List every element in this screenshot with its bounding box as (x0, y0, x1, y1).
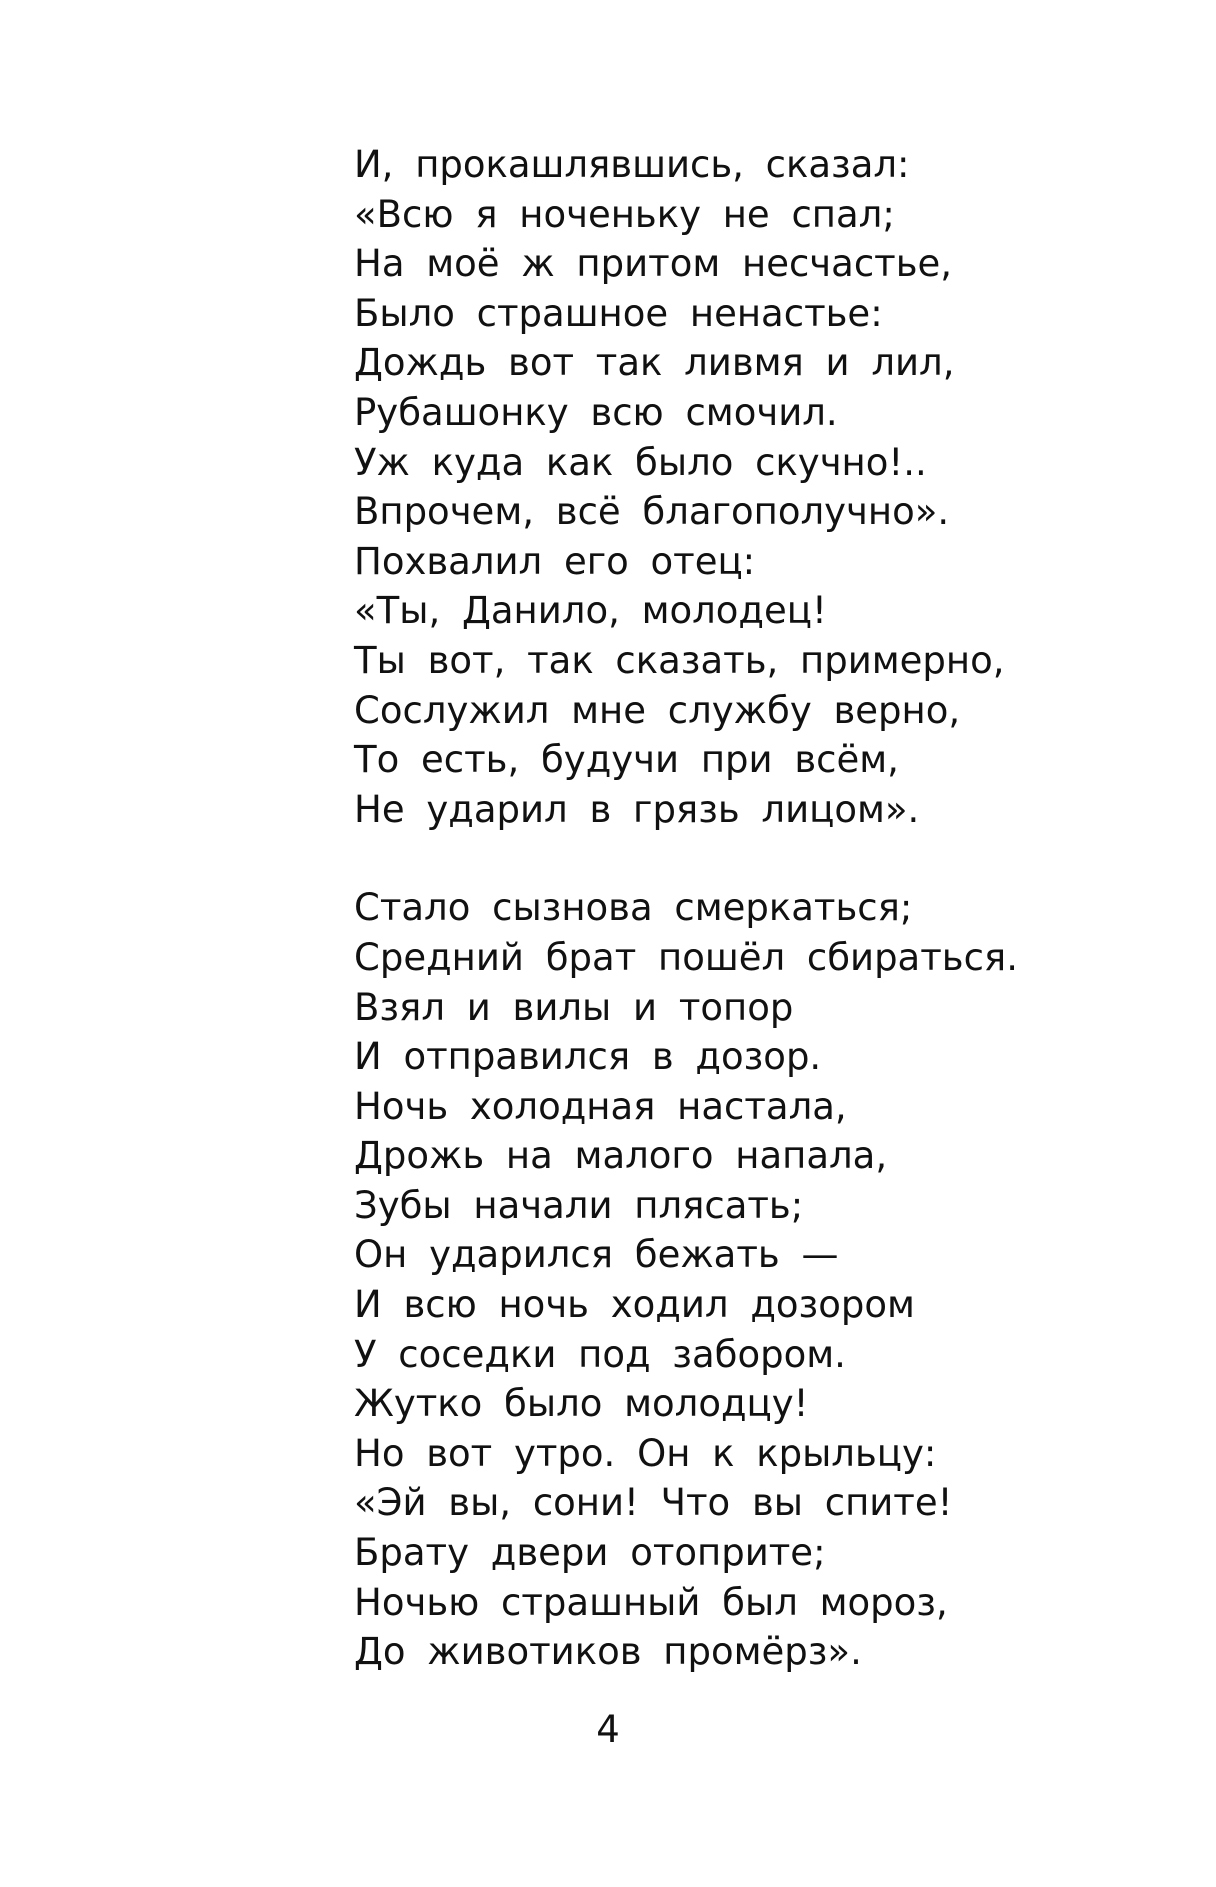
poem-line: Брату двери отоприте; (354, 1531, 826, 1575)
poem-line: Ночь холодная настала, (354, 1084, 847, 1128)
poem-line: На моё ж притом несчастье, (354, 242, 953, 286)
page-number: 4 (596, 1708, 620, 1751)
poem-line: «Эй вы, сони! Что вы спите! (354, 1481, 953, 1525)
poem-text (354, 140, 1154, 1677)
poem-line: Но вот утро. Он к крыльцу: (354, 1431, 937, 1475)
poem-line: Уж куда как было скучно!.. (354, 440, 927, 484)
poem-line: Ночью страшный был мороз, (354, 1580, 948, 1624)
poem-line: Жутко было молодцу! (354, 1382, 809, 1426)
poem-line: Дождь вот так ливмя и лил, (354, 341, 955, 385)
poem-line: Средний брат пошёл сбираться. (354, 935, 1018, 979)
poem-line: У соседки под забором. (354, 1332, 846, 1376)
poem-line: До животиков промёрз». (354, 1630, 862, 1674)
stanza-1 (354, 140, 1154, 834)
poem-line: Было страшное ненастье: (354, 291, 883, 335)
stanza-2 (354, 883, 1154, 1677)
poem-line: То есть, будучи при всём, (354, 738, 899, 782)
poem-line: И отправился в дозор. (354, 1035, 822, 1079)
poem-line: Рубашонку всю смочил. (354, 390, 838, 434)
poem-line: Сослужил мне службу верно, (354, 688, 961, 732)
poem-line: Дрожь на малого напала, (354, 1134, 888, 1178)
poem-line: Впрочем, всё благополучно». (354, 490, 950, 534)
poem-line: «Всю я ноченьку не спал; (354, 192, 895, 236)
poem-line: И всю ночь ходил дозором (354, 1283, 915, 1327)
poem-line: И, прокашлявшись, сказал: (354, 143, 910, 186)
poem-line: Зубы начали плясать; (354, 1183, 804, 1227)
poem-line: Взял и вилы и топор (354, 985, 794, 1029)
poem-line: Ты вот, так сказать, примерно, (354, 638, 1005, 682)
poem-line: Стало сызнова смеркаться; (354, 886, 913, 930)
poem-line: Похвалил его отец: (354, 539, 756, 583)
poem-line: «Ты, Данило, молодец! (354, 589, 827, 633)
poem-line: Он ударился бежать — (354, 1233, 839, 1277)
poem-line: Не ударил в грязь лицом». (354, 787, 920, 831)
